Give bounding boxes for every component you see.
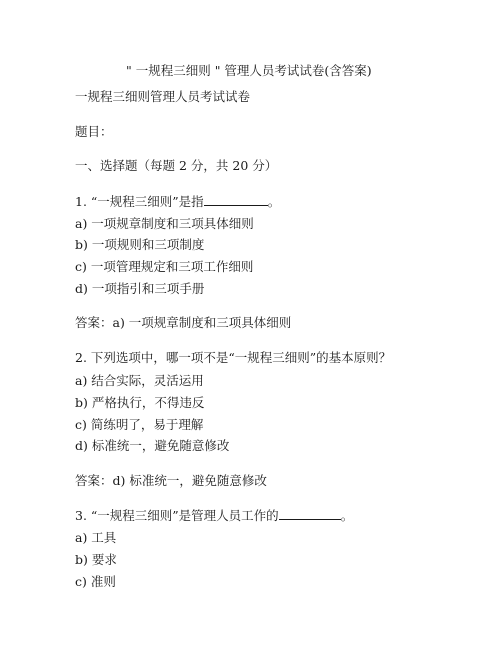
question-2-answer: 答案：d) 标准统一，避免随意修改 [75, 473, 267, 488]
question-1-option-c: c) 一项管理规定和三项工作细则 [75, 259, 254, 274]
question-3-stem [75, 507, 353, 524]
question-2-option-b: b) 严格执行，不得违反 [75, 395, 205, 410]
question-1-option-d: d) 一项指引和三项手册 [75, 281, 205, 296]
section-heading: 一、选择题（每题 2 分，共 20 分） [75, 158, 278, 173]
question-3-option-c: c) 准则 [75, 574, 116, 589]
question-2-stem: 2. 下列选项中，哪一项不是“一规程三细则”的基本原则？ [75, 350, 392, 365]
document-subtitle: 一规程三细则管理人员考试试卷 [75, 89, 251, 104]
question-1-stem [75, 193, 280, 210]
question-3-option-a: a) 工具 [75, 530, 117, 545]
question-3-stem-end: 。 [340, 508, 354, 523]
document-title: " 一规程三细则 " 管理人员考试试卷(含答案) [126, 63, 372, 78]
question-1-stem-text: 1. “一规程三细则”是指 [75, 194, 204, 209]
question-3-stem-text: 3. “一规程三细则”是管理人员工作的 [75, 508, 279, 523]
question-2-option-c: c) 简练明了，易于理解 [75, 417, 204, 432]
question-1-option-a: a) 一项规章制度和三项具体细则 [75, 216, 254, 231]
question-1-stem-end: 。 [267, 194, 281, 209]
answer-blank [204, 193, 268, 206]
question-1-option-b: b) 一项规则和三项制度 [75, 237, 205, 252]
question-2-option-a: a) 结合实际，灵活运用 [75, 373, 204, 388]
question-2-option-d: d) 标准统一，避免随意修改 [75, 438, 230, 453]
answer-blank [279, 507, 341, 520]
question-1-answer: 答案：a) 一项规章制度和三项具体细则 [75, 315, 292, 330]
topic-label: 题目： [75, 124, 113, 139]
question-3-option-b: b) 要求 [75, 552, 117, 567]
